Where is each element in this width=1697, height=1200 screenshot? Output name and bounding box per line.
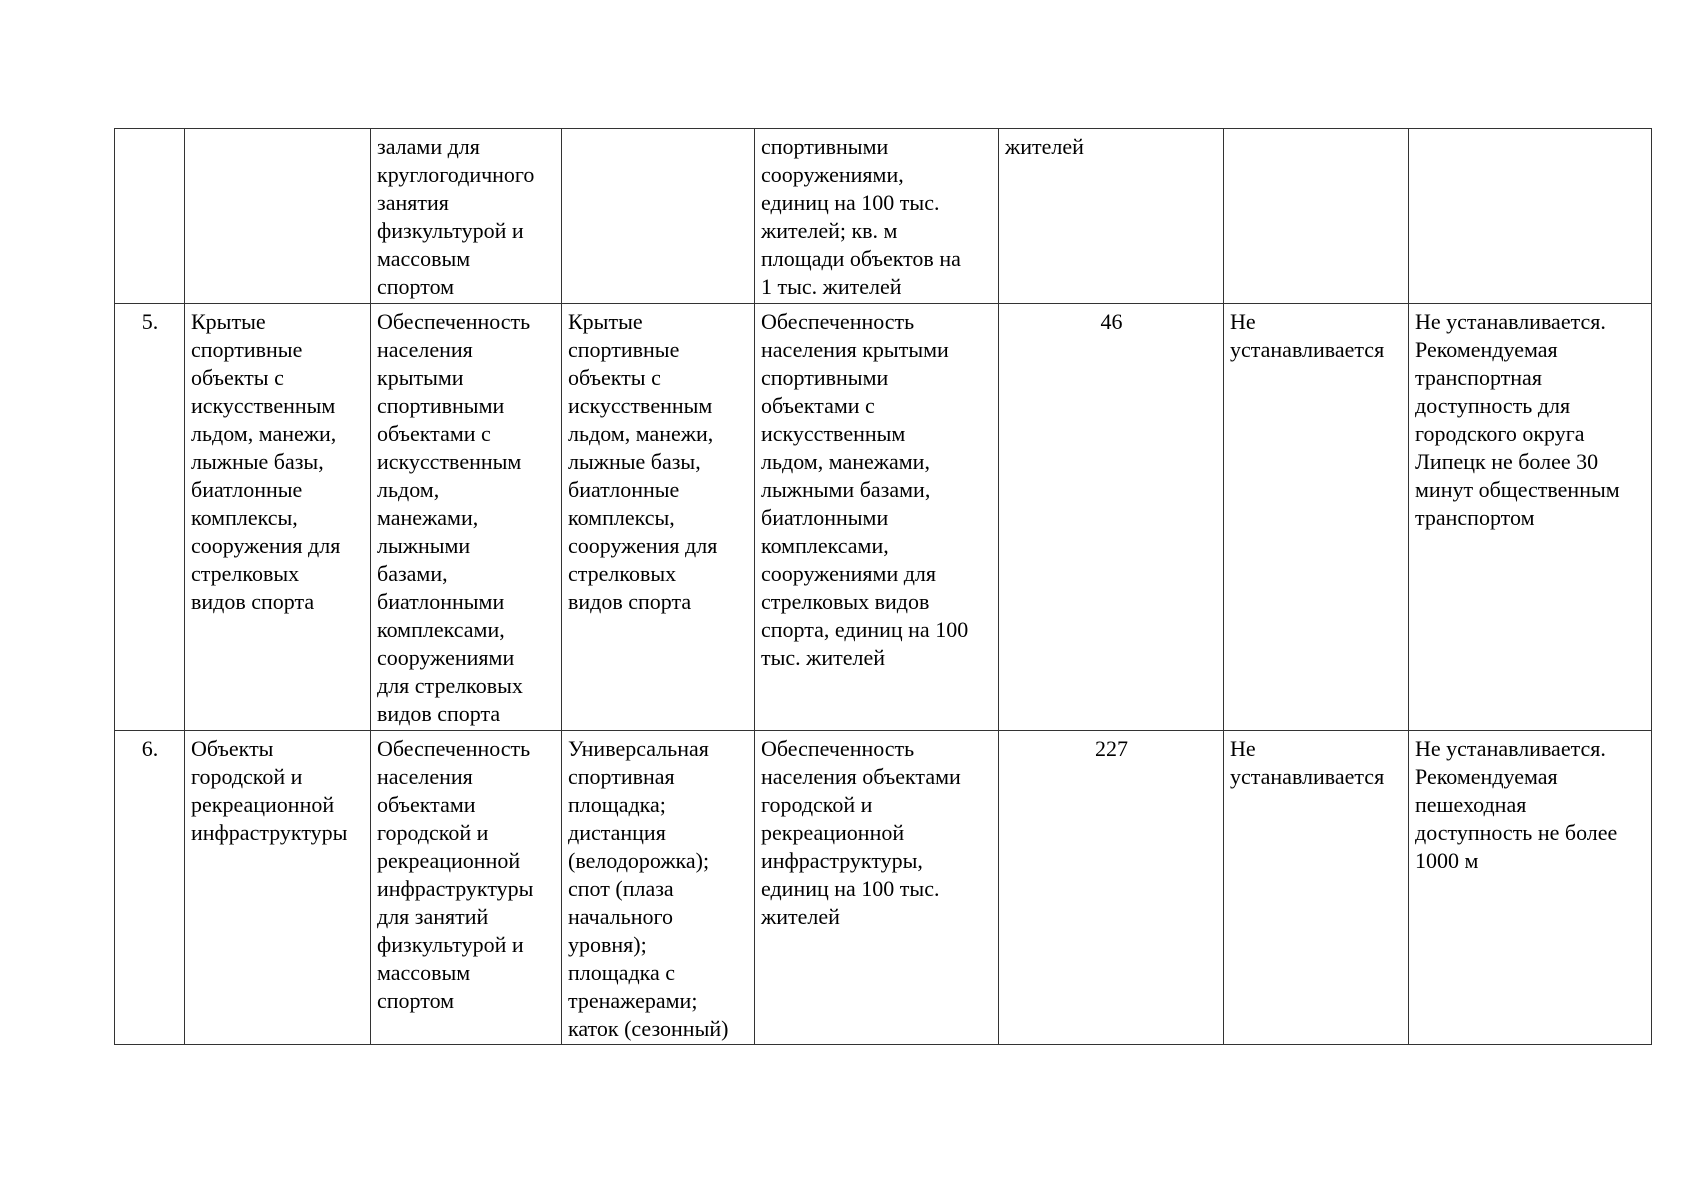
- value-text: 227: [1095, 736, 1128, 761]
- indicator-text: залами для круглогодичного занятия физкультурой и массовым спортом: [377, 134, 535, 299]
- measure-cell: [755, 304, 999, 731]
- row-number: 5.: [141, 309, 159, 334]
- measure-text: спортивными сооружениями, единиц на 100 тыс. жителей; кв. м площади объектов на 1 тыс. жителей: [761, 134, 961, 299]
- row-number-cell: [115, 731, 185, 1045]
- limit-text: Не устанавливается: [1230, 309, 1385, 362]
- indicator-text: Обеспеченность населения крытыми спортивными объектами с искусственным льдом, манежами, лыжными базами, биатлонными комплексами, сооружениями для стрелковых видов спорта: [377, 309, 531, 726]
- row-number-cell: [115, 304, 185, 731]
- measure-text: Обеспеченность населения объектами городской и рекреационной инфраструктуры, единиц на 100 тыс. жителей: [761, 736, 961, 929]
- indicator-cell: [371, 129, 562, 304]
- object-type-cell: [562, 304, 755, 731]
- facility-cell: [185, 129, 371, 304]
- value-cell: [999, 731, 1224, 1045]
- limit-cell: [1224, 129, 1409, 304]
- measure-cell: [755, 731, 999, 1045]
- limit-cell: [1224, 304, 1409, 731]
- value-cell: [999, 129, 1224, 304]
- limit-cell: [1224, 731, 1409, 1045]
- table-row: [115, 304, 1652, 731]
- accessibility-cell: [1409, 129, 1652, 304]
- measure-text: Обеспеченность населения крытыми спортивными объектами с искусственным льдом, манежами, лыжными базами, биатлонными комплексами, сооружениями для стрелковых видов спорта, единиц на 100 тыс. жителей: [761, 309, 969, 670]
- object-type-text: Универсальная спортивная площадка; дистанция (велодорожка); спот (плаза начального уровня); площадка с тренажерами; каток (сезонный): [568, 736, 729, 1041]
- value-text: 46: [1100, 309, 1123, 334]
- row-number-cell: [115, 129, 185, 304]
- object-type-text: Крытые спортивные объекты с искусственным льдом, манежи, лыжные базы, биатлонные комплексы, сооружения для стрелковых видов спорта: [568, 309, 718, 614]
- standards-table: [114, 128, 1652, 1045]
- value-text: жителей: [1005, 134, 1084, 159]
- accessibility-cell: [1409, 304, 1652, 731]
- measure-cell: [755, 129, 999, 304]
- accessibility-text: Не устанавливается. Рекомендуемая транспортная доступность для городского округа Липецк не более 30 минут общественным транспортом: [1415, 309, 1620, 530]
- table-row: [115, 731, 1652, 1045]
- facility-text: Объекты городской и рекреационной инфраструктуры: [191, 736, 348, 845]
- indicator-text: Обеспеченность населения объектами городской и рекреационной инфраструктуры для занятий физкультурой и массовым спортом: [377, 736, 534, 1013]
- object-type-cell: [562, 731, 755, 1045]
- limit-text: Не устанавливается: [1230, 736, 1385, 789]
- facility-cell: [185, 304, 371, 731]
- row-number: 6.: [141, 736, 159, 761]
- facility-text: Крытые спортивные объекты с искусственным льдом, манежи, лыжные базы, биатлонные комплексы, сооружения для стрелковых видов спорта: [191, 309, 341, 614]
- facility-cell: [185, 731, 371, 1045]
- accessibility-text: Не устанавливается. Рекомендуемая пешеходная доступность не более 1000 м: [1415, 736, 1618, 873]
- indicator-cell: [371, 731, 562, 1045]
- table-row: [115, 129, 1652, 304]
- indicator-cell: [371, 304, 562, 731]
- accessibility-cell: [1409, 731, 1652, 1045]
- value-cell: [999, 304, 1224, 731]
- object-type-cell: [562, 129, 755, 304]
